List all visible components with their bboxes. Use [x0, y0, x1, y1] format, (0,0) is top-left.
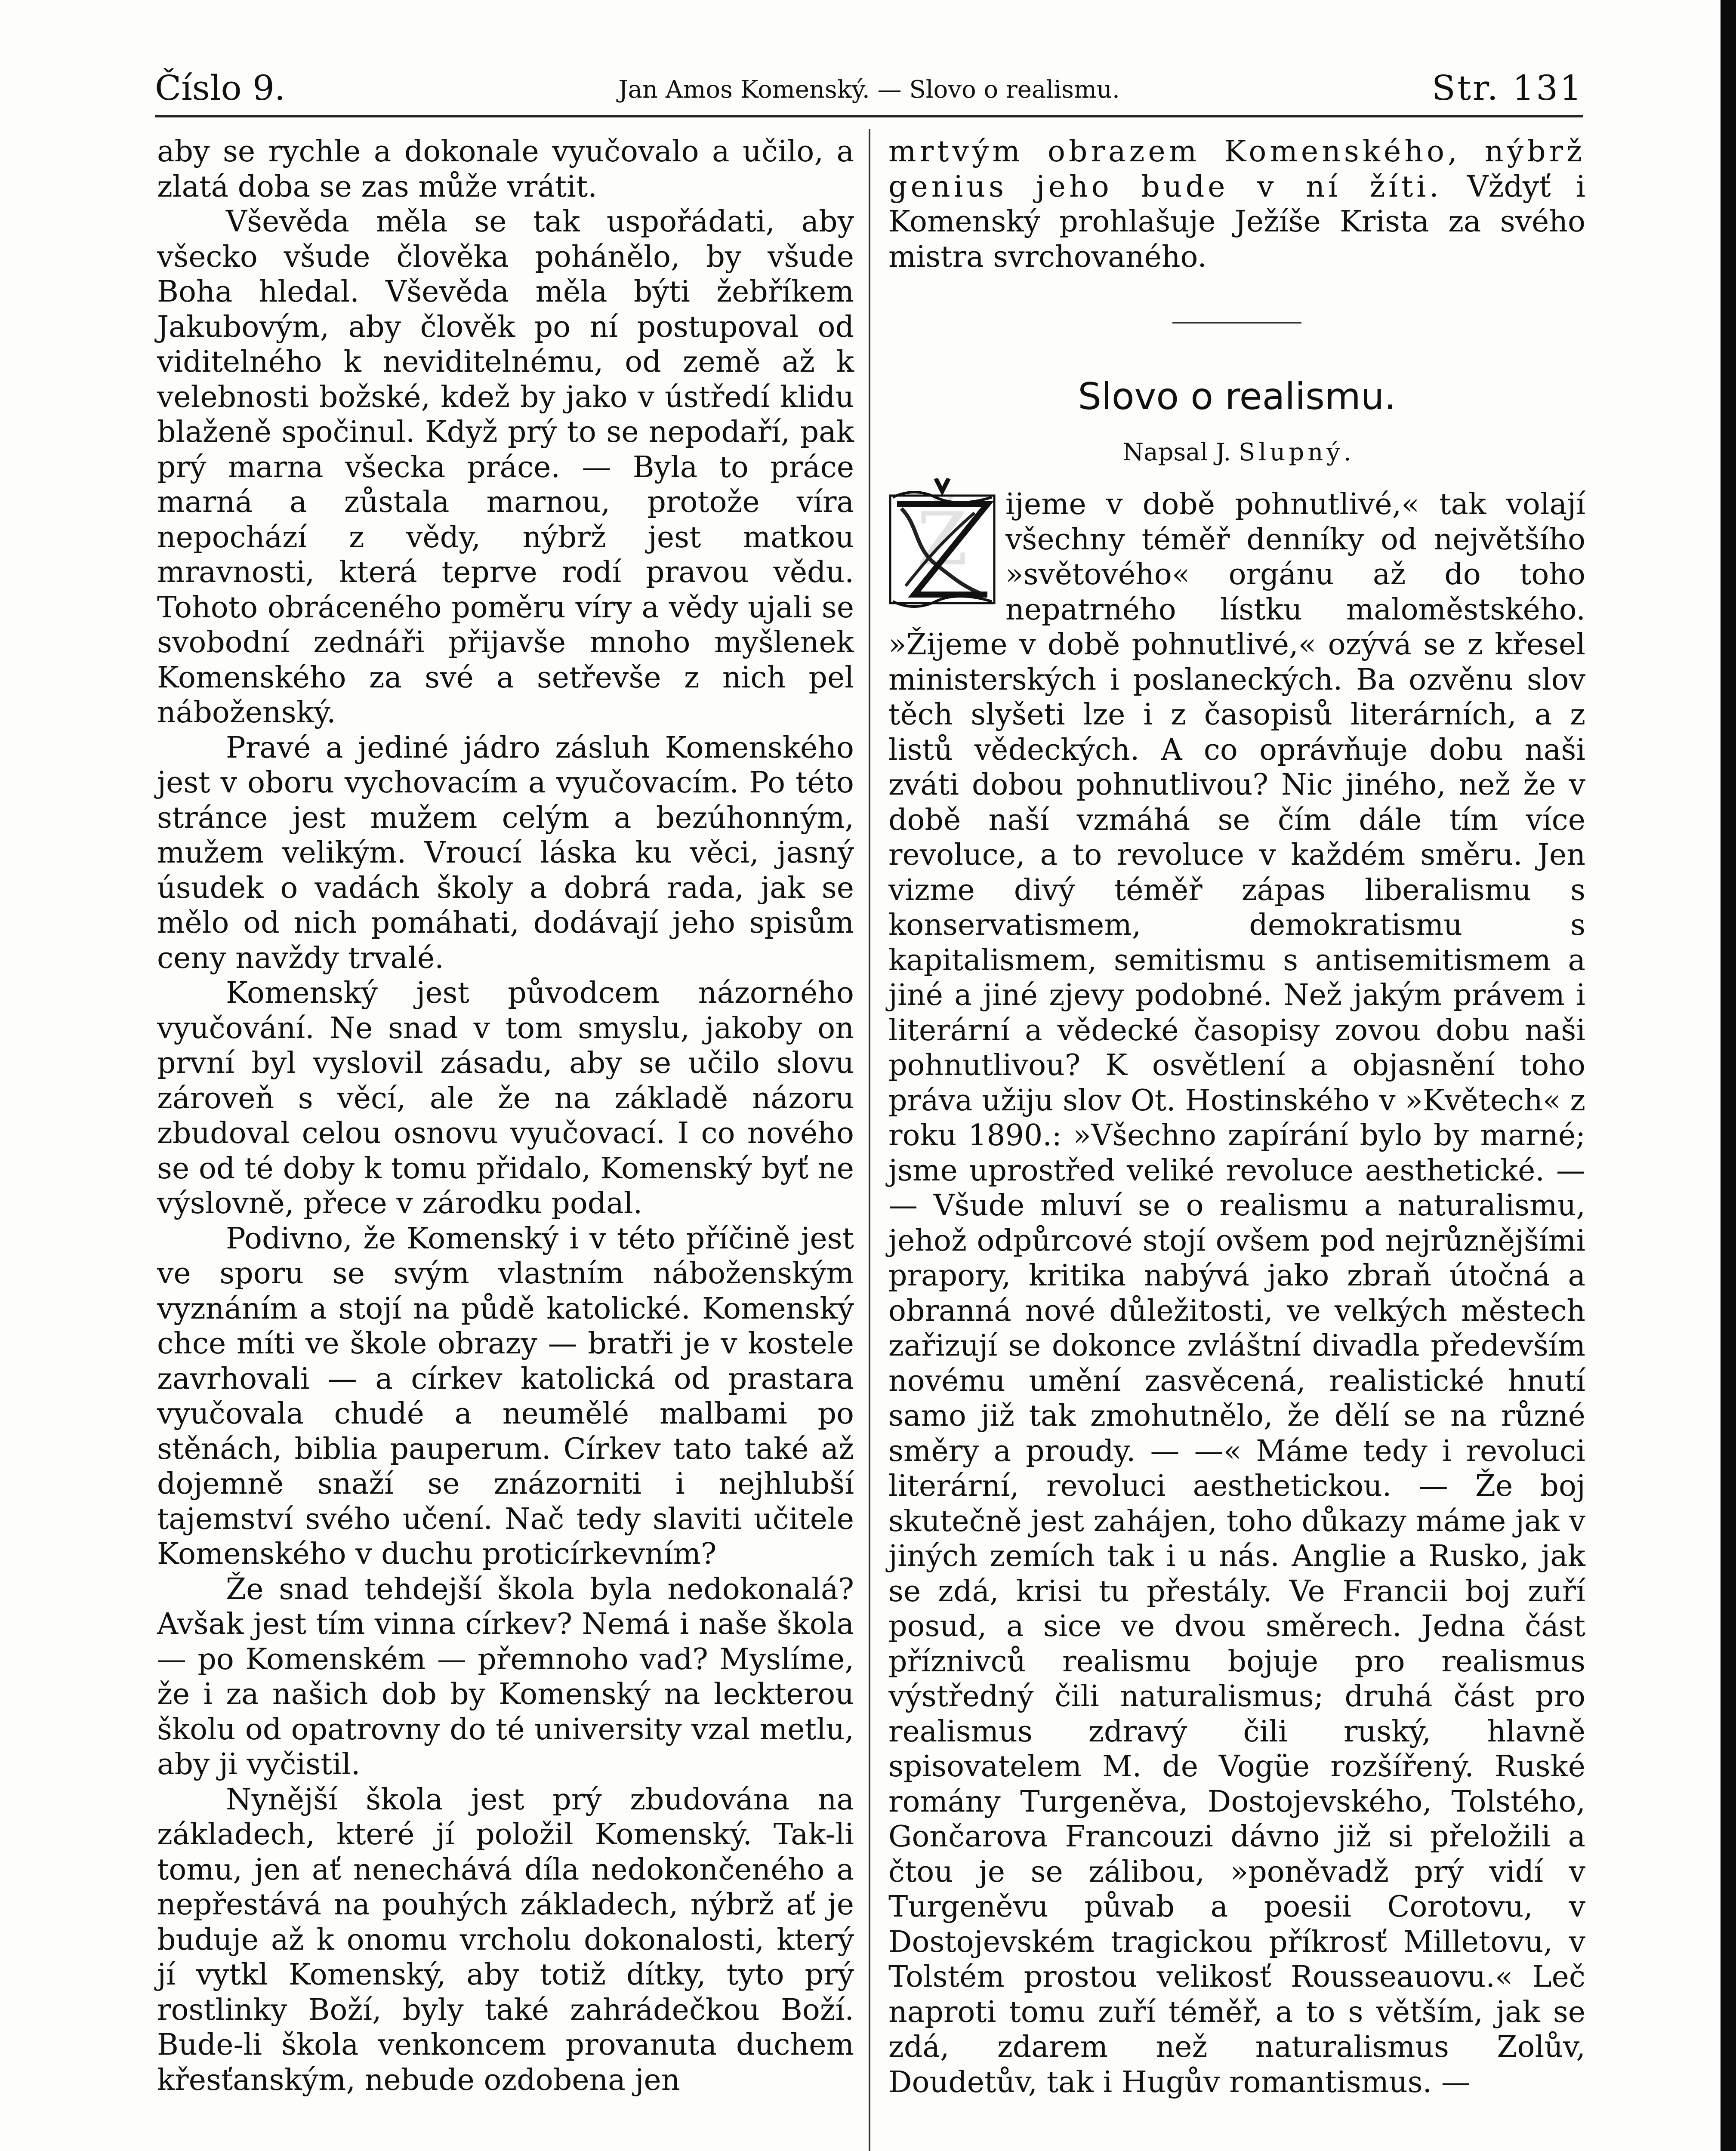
left-column: [157, 134, 854, 2098]
section-divider: [1172, 322, 1301, 324]
paragraph: Vševěda měla se tak uspořádati, aby všecko všude člověka pohánělo, by všude Boha hledal. Vševěda měla býti žebříkem Jakubovým, aby člověk po ní postupoval od viditelného k neviditelnému, od země až k velebnosti božské, kdež by jako v ústředí klidu blaženě spočinul. Když prý to se nepodaří, pak prý marna všecka práce. — Byla to práce marná a zůstala marnou, protože víra nepochází z vědy, nýbrž jest matkou mravnosti, která teprve rodí pravou vědu. Tohoto obráceného poměru víry a vědy ujali se svobodní zednáři přijavše mnoho myšlenek Komenského za své a setřevše z nich pel náboženský.: [157, 205, 854, 730]
article-title: Slovo o realismu.: [1078, 375, 1396, 418]
paragraph: ijeme v době pohnutlivé,« tak volají všechny téměř denníky od největšího »světového« orgánu až do toho nepatrného lístku maloměstského. »Žijeme v době pohnutlivé,« ozývá se z křesel ministerských i poslaneckých. Ba ozvěnu slov těch slyšeti lze i z časopisů literárních, a z listů vědeckých. A co oprávňuje dobu naši zváti dobou pohnutlivou? Nic jiného, než že v době naší vzmáhá se čím dále tím více revoluce, a to revoluce v každém směru. Jen vizme divý téměř zápas liberalismu s konservatismem, demokratismu s kapitalismem, semitismu s antisemitismem a jiné a jiné zjevy podobné. Než jakým právem i literární a vědecké časopisy zovou dobu naši pohnutlivou? K osvětlení a objasnění toho práva užiju slov Ot. Hostinského v »Květech« z roku 1890.: »Všechno zapírání bylo by marné; jsme uprostřed veliké revoluce aesthetické. — — Všude mluví se o realismu a naturalismu, jehož odpůrcové stojí ovšem pod nejrůznějšími prapory, kritika nabývá jako zbraň útočná a obranná nové důležitosti, ve velkých městech zařizují se dokonce zvláštní divadla především novému umění zasvěcená, realistické hnutí samo již tak zmohutnělo, že dělí se na různé směry a proudy. — —« Máme tedy i revoluci literární, revoluci aesthetickou. — Že boj skutečně jest zahájen, toho důkazy máme jak v jiných zemích tak i u nás. Anglie a Rusko, jak se zdá, krisi tu přestály. Ve Francii boj zuří posud, a sice ve dvou směrech. Jedna část příznivců realismu bojuje pro realismus výstředný čili naturalismus; druhá část pro realismus zdravý čili ruský, hlavně spisovatelem M. de Vogüe rozšířený. Ruské romány Turgeněva, Dostojevského, Tolstého, Gončarova Francouzi dávno již si přeložili a čtou je se zálibou, »poněvadž prý vidí v Turgeněvu půvab a poesii Corotovu, v Dostojevském tragickou příkrosť Milletovu, v Tolstém prostou velikosť Rousseauovu.« Leč naproti tomu zuří téměř, a to s větším, jak se zdá, zdarem než naturalismus Zolův, Doudetův, tak i Hugův romantismus. —: [888, 487, 1585, 2099]
continuation-paragraph: [888, 134, 1585, 274]
paragraph: Nynější škola jest prý zbudována na základech, které jí položil Komenský. Tak-li tomu, jen ať nenechává díla nedokončeného a nepřestává na pouhých základech, nýbrž ať je buduje až k onomu vrcholu dokonalosti, který jí vytkl Komenský, aby totiž dítky, tyto prý rostlinky Boží, byly také zahrádečkou Boží. Bude-li škola venkoncem provanuta duchem křesťanským, nebude ozdobena jen: [157, 1782, 854, 2097]
paragraph: Komenský jest původcem názorného vyučování. Ne snad v tom smyslu, jakoby on první byl vyslovil zásadu, aby se učilo slovu zároveň s věcí, ale že na základě názoru zbudoval celou osnovu vyučovací. I co nového se od té doby k tomu přidalo, Komenský byť ne výslovně, přece v zárodku podal.: [157, 976, 854, 1220]
running-header: [155, 60, 1583, 112]
dropcap-letter: Ž: [916, 497, 968, 582]
right-column: [888, 134, 1585, 2100]
running-title: Jan Amos Komenský. — Slovo o realismu.: [618, 76, 1120, 104]
ornamental-initial-icon: [888, 478, 996, 620]
byline: [888, 435, 1585, 470]
continuation-text: Vždyť i Komenský prohlašuje Ježíše Krista za svého mistra svrchovaného.: [888, 169, 1586, 274]
article-body: [888, 487, 1585, 2100]
scan-edge: [1721, 0, 1736, 2151]
ornamental-initial: [888, 478, 996, 620]
paragraph: aby se rychle a dokonale vyučovalo a učilo, a zlatá doba se zas může vrátit.: [157, 135, 854, 204]
spaced-emphasis: mrtvým obrazem Komenského, nýbrž genius jeho bude v ní žíti.: [888, 135, 1585, 204]
paragraph: Podivno, že Komenský i v této příčině jest ve sporu se svým vlastním náboženským vyznáním a stojí na půdě katolické. Komenský chce míti ve škole obrazy — bratři je v kostele zavrhovali — a církev katolická od prastara vyučovala chudé a neumělé malbami po stěnách, biblia pauperum. Církev tato také až dojemně snaží se znázorniti i nejhlubší tajemství svého učení. Nač tedy slaviti učitele Komenského v duchu proticírkevním?: [157, 1221, 854, 1571]
page-number: Str. 131: [1432, 68, 1583, 108]
column-divider: [869, 129, 870, 2151]
paragraph: Pravé a jediné jádro zásluh Komenského jest v oboru vychovacím a vyučovacím. Po této stránce jest mužem celým a bezúhonným, mužem velikým. Vroucí láska ku věci, jasný úsudek o vadách školy a dobrá rada, jak se mělo od nich pomáhati, dodávají jeho spisům ceny navždy trvalé.: [157, 730, 854, 975]
byline-suffix: .: [1343, 438, 1351, 466]
paragraph: Že snad tehdejší škola byla nedokonalá? Avšak jest tím vinna církev? Nemá i naše škola — po Komenském — přemnoho vad? Myslíme, že i za našich dob by Komenský na leckterou školu od opatrovny do té university vzal metlu, aby ji vyčistil.: [157, 1572, 854, 1781]
byline-prefix: Napsal J.: [1122, 438, 1239, 466]
header-rule: [155, 115, 1583, 117]
byline-author: Slupný: [1239, 438, 1344, 466]
issue-number: Číslo 9.: [155, 68, 286, 108]
